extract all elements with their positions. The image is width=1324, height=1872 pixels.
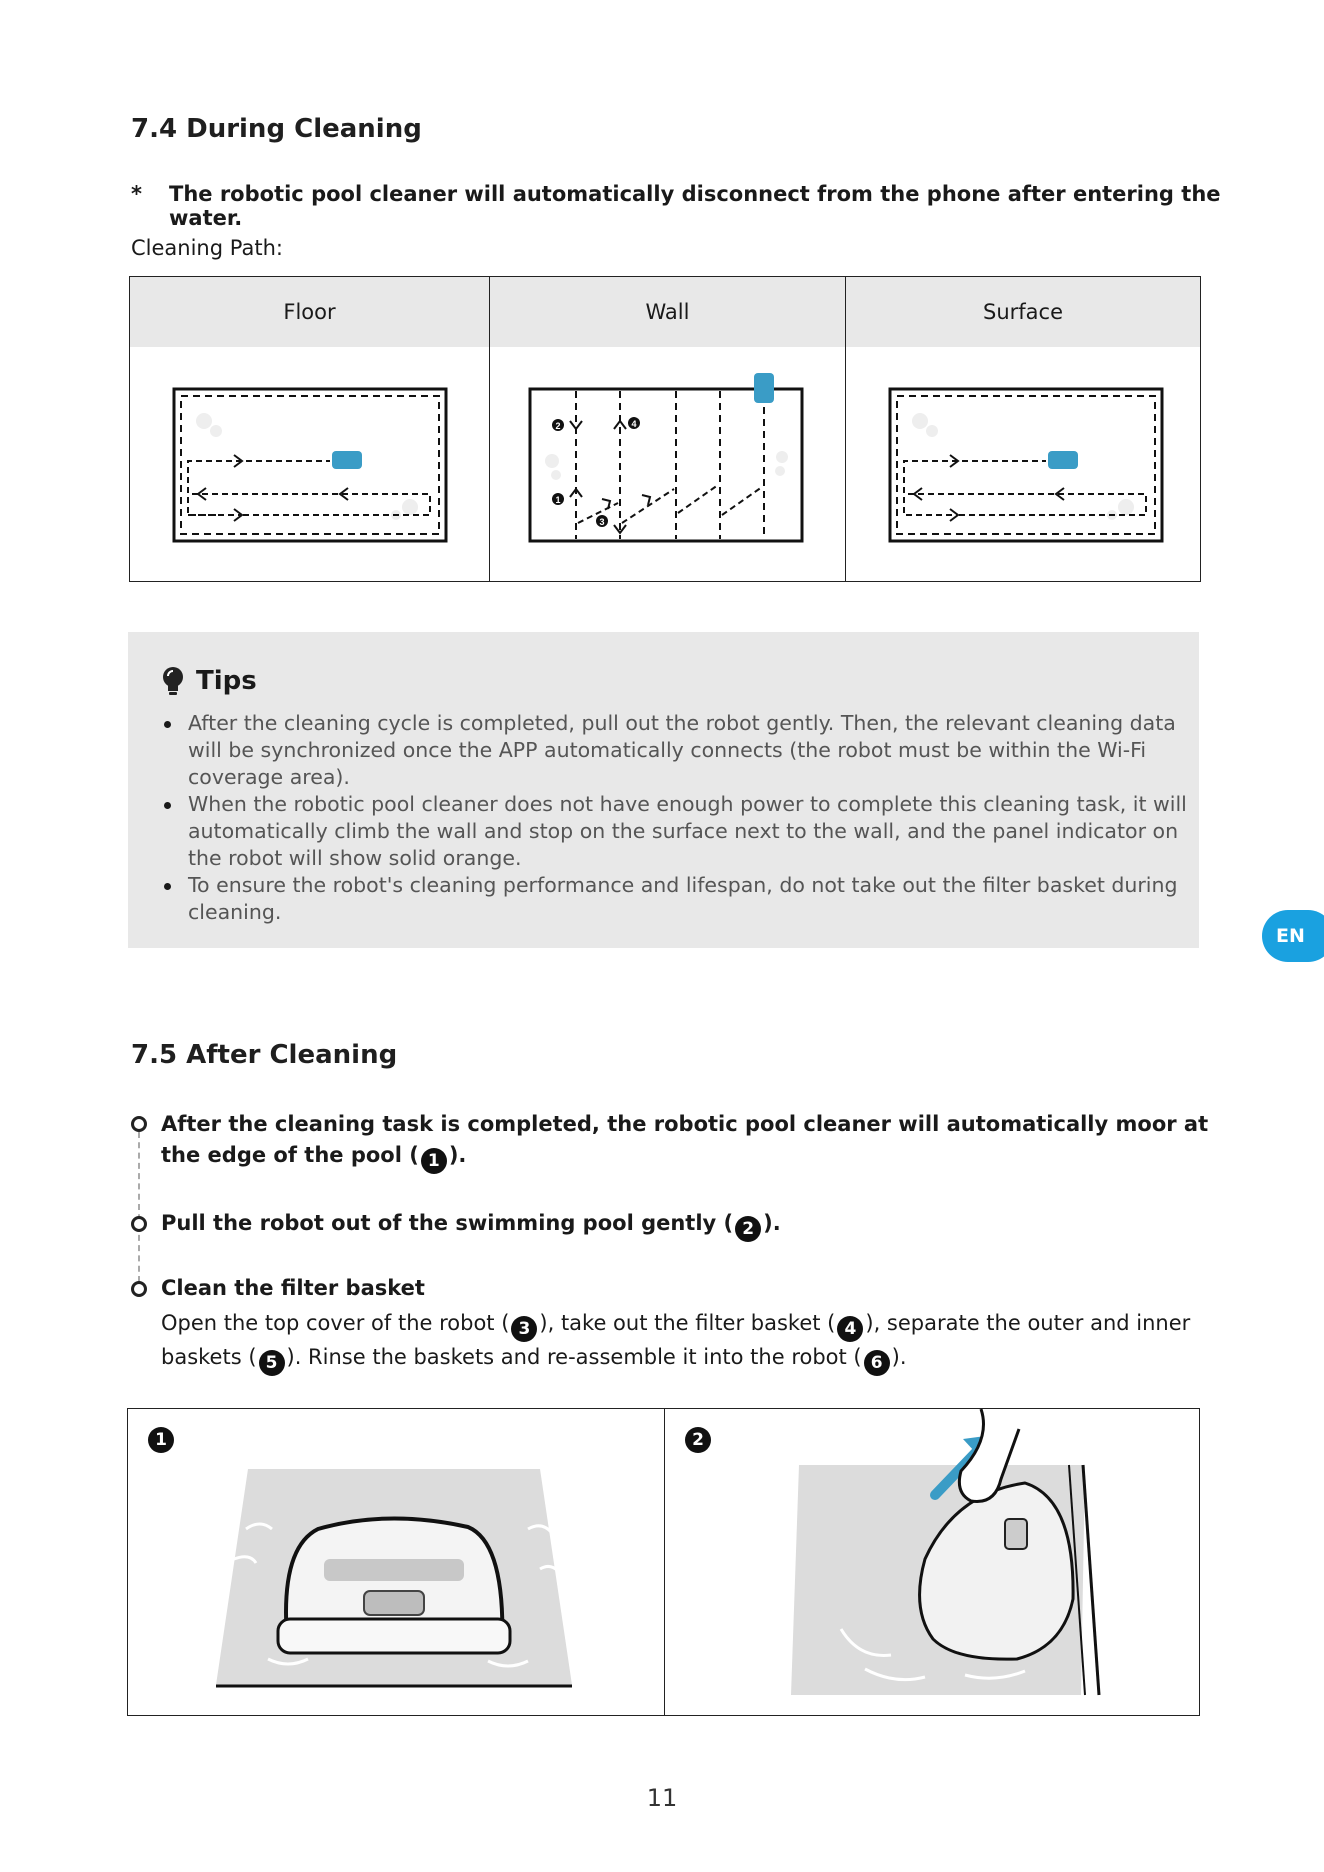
pull-robot-out-illustration (665, 1409, 1198, 1715)
figure-ref-5: 5 (259, 1350, 285, 1376)
filter-text-5: ). (891, 1345, 907, 1369)
cleaning-path-table (129, 276, 1201, 582)
wall-step-label-4: 4 (631, 419, 637, 429)
wall-step-label-3: 3 (599, 517, 605, 527)
steps-connector-line (138, 1132, 140, 1282)
figure-badge-2: 2 (685, 1427, 711, 1453)
column-header-floor: Floor (130, 277, 489, 347)
step-marker (131, 1116, 147, 1132)
figure-2-pull-robot (664, 1409, 1199, 1715)
step-pull-text: Pull the robot out of the swimming pool gently ( (161, 1211, 734, 1235)
figure-badge-1: 1 (148, 1427, 174, 1453)
wall-step-label-2: 2 (555, 421, 561, 431)
after-cleaning-figures (127, 1408, 1200, 1716)
step-moor-text: After the cleaning task is completed, the robotic pool cleaner will automatically moor at the edge of the pool ( (161, 1112, 1209, 1167)
figure-ref-2: 2 (735, 1216, 761, 1242)
filter-text-3: ), separate the outer and inner baskets ( (161, 1311, 1191, 1369)
wall-step-marker-4 (628, 417, 640, 429)
figure-1-moored-robot (128, 1409, 664, 1715)
surface-path-diagram (846, 347, 1199, 581)
wall-step-marker-1 (552, 493, 564, 505)
cleaning-path-label: Cleaning Path: (131, 236, 283, 260)
step-moor (161, 1109, 1211, 1174)
tips-heading (160, 666, 257, 696)
figure-ref-6: 6 (864, 1350, 890, 1376)
figure-ref-1: 1 (421, 1148, 447, 1174)
robot-marker (754, 373, 774, 403)
step-pull-end: ). (763, 1211, 781, 1235)
wall-step-marker-2 (552, 419, 564, 431)
wall-step-label-1: 1 (555, 495, 561, 505)
step-marker (131, 1216, 147, 1232)
step-clean-filter-title: Clean the filter basket (161, 1276, 425, 1300)
floor-path-diagram (130, 347, 487, 581)
step-clean-filter-text (161, 1308, 1221, 1376)
language-tab-en[interactable]: EN (1262, 910, 1324, 962)
lightbulb-icon (160, 666, 186, 696)
section-title-during-cleaning: 7.4 During Cleaning (131, 114, 422, 144)
robot-marker (332, 451, 362, 469)
filter-text-2: ), take out the filter basket ( (539, 1311, 836, 1335)
section-title-after-cleaning: 7.5 After Cleaning (131, 1040, 398, 1070)
tip-item: To ensure the robot's cleaning performance and lifespan, do not take out the filter basket during cleaning. (188, 872, 1188, 926)
step-moor-end: ). (448, 1143, 467, 1167)
note-asterisk: * (131, 182, 142, 206)
disconnect-note (131, 182, 1251, 230)
step-marker (131, 1281, 147, 1297)
wall-step-marker-3 (596, 515, 608, 527)
wall-path-diagram (490, 347, 844, 581)
column-header-surface: Surface (846, 277, 1200, 347)
tips-list (162, 710, 1188, 926)
tips-title: Tips (196, 666, 257, 696)
path-column-surface (845, 277, 1200, 581)
tip-item: When the robotic pool cleaner does not have enough power to complete this cleaning task, it will automatically climb the wall and stop on the surface next to the wall, and the panel indicator on the robot will show solid orange. (188, 792, 1187, 870)
step-pull-out (161, 1208, 1211, 1242)
page-number: 11 (646, 1784, 678, 1812)
column-header-wall: Wall (490, 277, 845, 347)
note-text: The robotic pool cleaner will automatically disconnect from the phone after entering the water. (169, 182, 1221, 230)
tips-panel (128, 632, 1199, 948)
figure-ref-4: 4 (837, 1316, 863, 1342)
path-column-wall (489, 277, 845, 581)
robot-at-pool-edge-illustration (128, 1409, 662, 1715)
path-column-floor (130, 277, 489, 581)
robot-marker (1048, 451, 1078, 469)
filter-text-4: ). Rinse the baskets and re-assemble it into the robot ( (286, 1345, 862, 1369)
filter-text-1: Open the top cover of the robot ( (161, 1311, 510, 1335)
figure-ref-3: 3 (511, 1316, 537, 1342)
tip-item: After the cleaning cycle is completed, pull out the robot gently. Then, the relevant cleaning data will be synchronized once the APP automatically connects (the robot must be within the Wi-Fi coverage area). (188, 710, 1188, 791)
